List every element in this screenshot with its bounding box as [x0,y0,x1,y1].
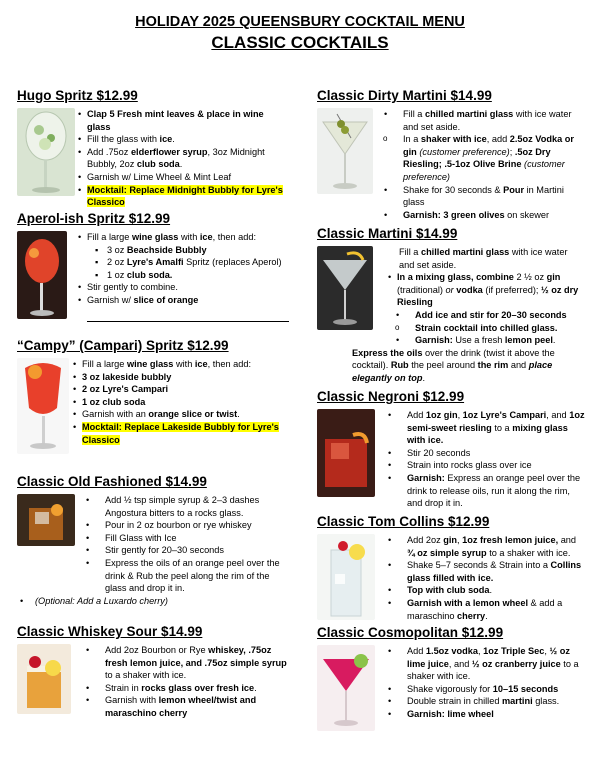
list-item: • Garnish with lemon wheel/twist and maraschino cherry [86,695,257,718]
aperol-spritz-title: Aperol-ish Spritz $12.99 [17,211,171,226]
list-item: • Add 1.5oz vodka, 1oz Triple Sec, ½ oz lime juice, and ½ oz cranberry juice to a shaker with ice. [379,645,585,683]
divider [87,321,289,322]
list-item [77,184,289,209]
list-item: • Add 2oz gin, 1oz fresh lemon juice, and ¾ oz simple syrup to a shaker with ice. [379,534,585,559]
list-item: • Stir 20 seconds [379,447,585,460]
whiskey-sour-section [17,624,289,718]
negroni-section [317,389,585,509]
list-item: • Express the oils of an orange peel over the drink & Rub the peel along the rim of the glass and drop it in. [86,557,280,594]
list-item: • 1 oz club soda [72,396,289,409]
negroni-steps [379,409,585,510]
classic-martini-steps [317,246,585,385]
aperol-spritz-steps [77,231,289,307]
list-item: ▪ 2 oz Lyre's Amalfi Spritz (replaces Aperol) [77,256,289,269]
mocktail-note: Mocktail: Replace Midnight Bubbly for Lyre's Classico [87,184,283,208]
list-item: • Add 1oz gin, 1oz Lyre's Campari, and 1oz semi-sweet riesling to a mixing glass with ice. [379,409,585,447]
dirty-martini-steps [375,108,585,221]
list-item: • Stir gently for 20–30 seconds [77,544,289,557]
list-item: • 2 oz Lyre's Campari [72,383,289,396]
campy-spritz-steps [72,358,289,446]
list-item: • Garnish with a lemon wheel & add a maraschino cherry. [379,597,585,622]
hugo-spritz-photo [17,108,75,196]
campy-spritz-section [17,338,289,445]
list-item: • Fill a large wine glass with ice, then add: [77,231,289,244]
list-item: • Garnish: 3 green olives on skewer [375,209,585,222]
tom-collins-steps [379,534,585,622]
dirty-martini-title: Classic Dirty Martini $14.99 [317,88,492,103]
cosmopolitan-steps [379,645,585,721]
list-item [72,421,289,446]
hugo-spritz-section [17,88,289,208]
old-fashioned-title: Classic Old Fashioned $14.99 [17,474,207,489]
mocktail-note: Mocktail: Replace Lakeside Bubbly for Lyre's Classico [82,421,279,445]
list-item: • In a mixing glass, combine 2 ½ oz gin (traditional) or vodka (if preferred); ½ oz dry Riesling [387,271,585,309]
list-item: • (Optional: Add a Luxardo cherry) [20,595,168,606]
classic-martini-section [317,226,585,383]
list-item: • Garnish: Express an orange peel over the drink to release oils, run it along the rim, and drop it in. [379,472,585,510]
list-item: • Shake for 30 seconds & Pour in Martini glass [375,184,585,209]
list-item: o In a shaker with ice, add 2.5oz Vodka or gin (customer preference); .5oz Dry Riesling; .5-1oz Olive Brine (customer preference) [375,133,585,183]
tom-collins-section [317,514,585,621]
whiskey-sour-title: Classic Whiskey Sour $14.99 [17,624,203,639]
list-item: Fill a chilled martini glass with ice water and set aside. [399,247,568,270]
whiskey-sour-steps [17,644,289,720]
list-item: ▪ 3 oz Beachside Bubbly [77,244,289,257]
classic-martini-title: Classic Martini $14.99 [317,226,458,241]
list-item: ▪ 1 oz club soda. [77,269,289,282]
list-item: • Garnish: lime wheel [379,708,585,721]
negroni-photo [317,409,375,497]
list-item: • Strain in rocks glass over fresh ice. [86,682,257,693]
list-item: • Garnish w/ Lime Wheel & Mint Leaf [77,171,289,184]
list-item: • Double strain in chilled martini glass. [379,695,585,708]
list-item: • Stir gently to combine. [77,281,289,294]
menu-title: HOLIDAY 2025 QUEENSBURY COCKTAIL MENU [135,14,465,30]
list-item: • Strain into rocks glass over ice [379,459,585,472]
hugo-spritz-title: Hugo Spritz $12.99 [17,88,138,103]
cosmopolitan-title: Classic Cosmopolitan $12.99 [317,625,504,640]
hugo-spritz-steps [77,108,289,209]
list-item: • Pour in 2 oz bourbon or rye whiskey [77,519,289,532]
list-item: • Add .75oz elderflower syrup, 3oz Midnight Bubbly, 2oz club soda. [77,146,289,171]
old-fashioned-section [17,474,289,606]
negroni-title: Classic Negroni $12.99 [317,389,465,404]
dirty-martini-section [317,88,585,220]
aperol-spritz-section [17,211,289,305]
menu-subtitle: CLASSIC COCKTAILS [211,33,389,52]
list-item: • Fill a chilled martini glass with ice water and set aside. [375,108,585,133]
list-item: • Garnish with an orange slice or twist. [72,408,289,421]
list-item: • Garnish w/ slice of orange [77,294,289,307]
list-item: • Add 2oz Bourbon or Rye whiskey, .75oz fresh lemon juice, and .75oz simple syrup to a shaker with ice. [86,645,287,681]
list-item: Express the oils over the drink (twist it above the cocktail). Rub the peel around the rim and place elegantly on top. [352,347,555,383]
tom-collins-photo [317,534,375,620]
list-item: • Add ice and stir for 20–30 seconds [387,309,585,322]
campy-spritz-title: “Campy” (Campari) Spritz $12.99 [17,338,229,353]
list-item: • Add ½ tsp simple syrup & 2–3 dashes Angostura bitters to a rocks glass. [77,494,289,519]
list-item: • Fill a large wine glass with ice, then add: [72,358,289,371]
dirty-martini-photo [317,108,373,194]
aperol-spritz-photo [17,231,67,319]
list-item: o Strain cocktail into chilled glass. [387,322,585,335]
campy-spritz-photo [17,358,69,454]
list-item: • Top with club soda. [379,584,585,597]
list-item: • Clap 5 Fresh mint leaves & place in wine glass [77,108,289,133]
list-item: • Fill the glass with ice. [77,133,289,146]
cosmopolitan-photo [317,645,375,731]
list-item: • 3 oz lakeside bubbly [72,371,289,384]
list-item: • Shake 5–7 seconds & Strain into a Collins glass filled with ice. [379,559,585,584]
list-item: • Garnish: Use a fresh lemon peel. [387,334,585,347]
old-fashioned-steps [17,494,289,607]
tom-collins-title: Classic Tom Collins $12.99 [317,514,490,529]
list-item: • Shake vigorously for 10–15 seconds [379,683,585,696]
list-item: • Fill Glass with Ice [77,532,289,545]
cosmopolitan-section [317,625,585,719]
